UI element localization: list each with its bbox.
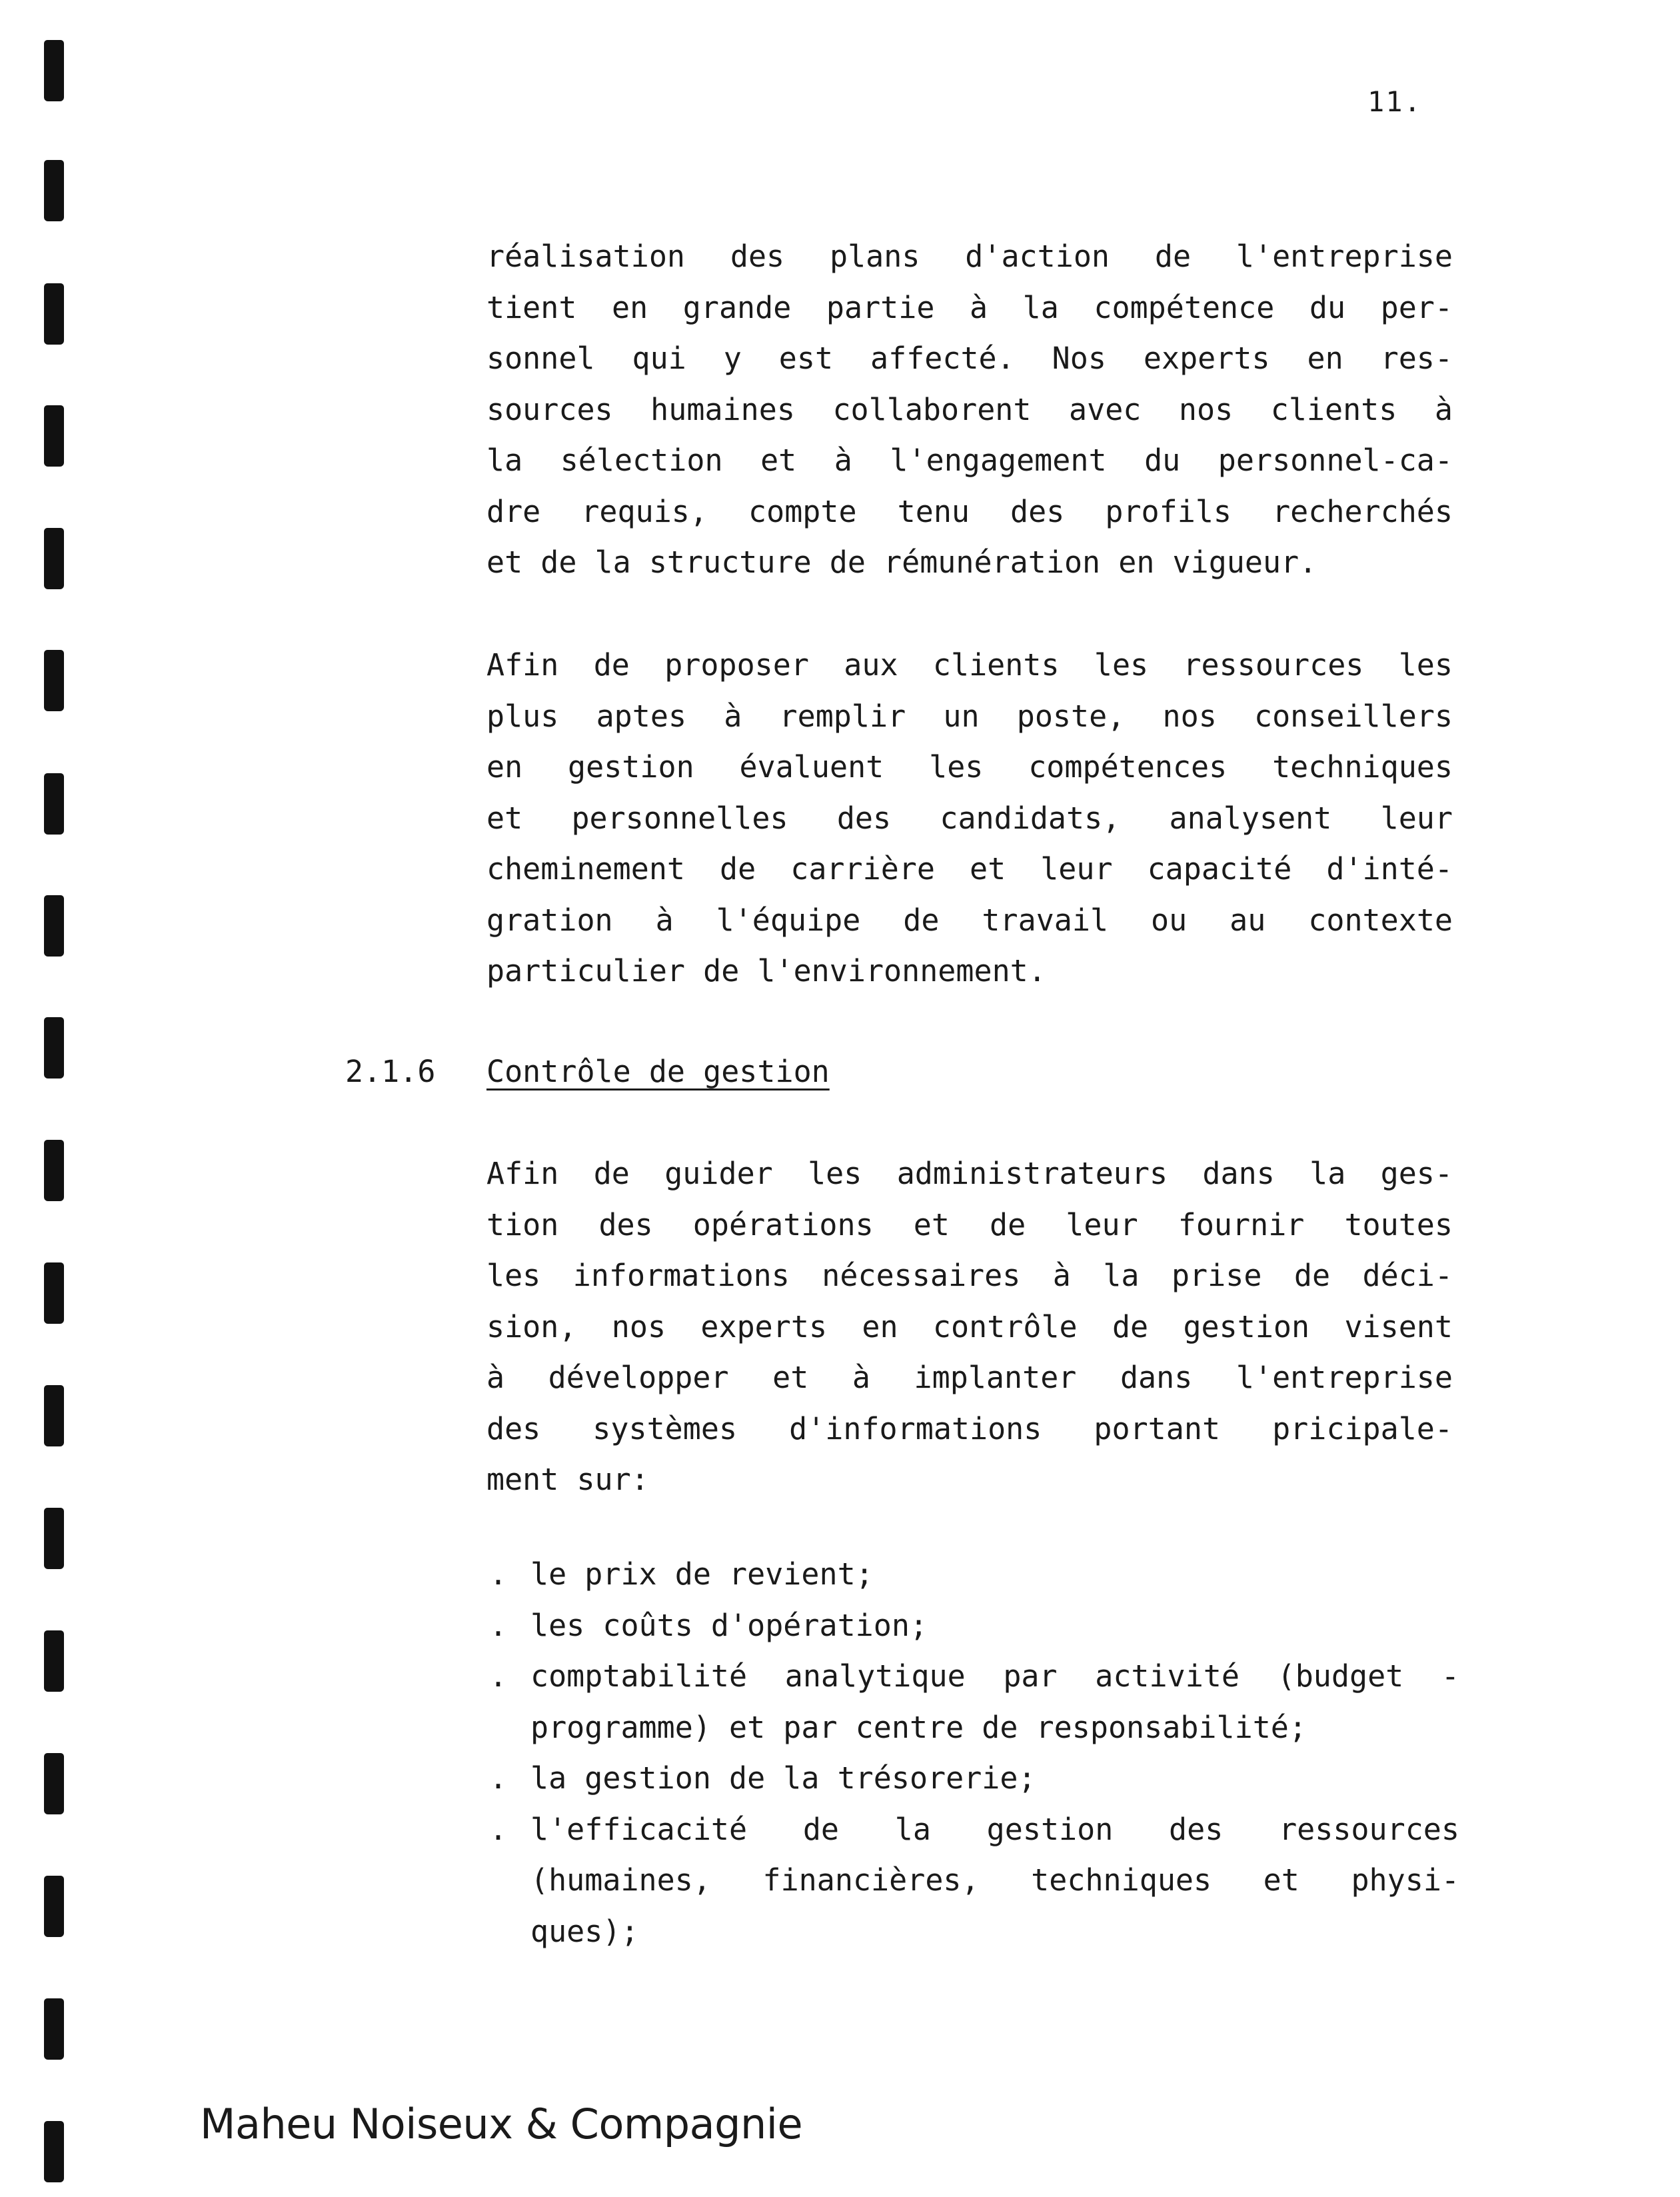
bullet-marker: . <box>489 1556 508 1592</box>
text-line: (humaines, financières, techniques et physi- <box>530 1862 1459 1898</box>
binding-hole <box>44 2121 64 2182</box>
bullet-marker: . <box>489 1760 508 1796</box>
text-line: gration à l'équipe de travail ou au contexte <box>486 902 1453 938</box>
text-line: à développer et à implanter dans l'entreprise <box>486 1360 1453 1395</box>
binding-hole <box>44 405 64 467</box>
text-line: des systèmes d'informations portant pricipale- <box>486 1410 1453 1446</box>
text-line: tion des opérations et de leur fournir toutes <box>486 1206 1453 1242</box>
binding-hole <box>44 1876 64 1937</box>
text-line: sonnel qui y est affecté. Nos experts en res- <box>486 341 1453 376</box>
binding-hole <box>44 773 64 835</box>
binding-hole <box>44 1508 64 1569</box>
binding-hole <box>44 1262 64 1324</box>
text-line: ques); <box>530 1913 639 1949</box>
text-line: dre requis, compte tenu des profils recherchés <box>486 493 1453 529</box>
list-item <box>486 1600 1459 1652</box>
text-line: plus aptes à remplir un poste, nos conseillers <box>486 698 1453 734</box>
text-line: l'efficacité de la gestion des ressources <box>530 1811 1459 1847</box>
list-item <box>486 1549 1459 1600</box>
binding-holes <box>39 40 65 2197</box>
text-line: les informations nécessaires à la prise de déci- <box>486 1258 1453 1293</box>
paragraph-candidate-evaluation <box>486 640 1453 997</box>
bullet-marker: . <box>489 1658 508 1694</box>
binding-hole <box>44 650 64 711</box>
text-line: Afin de proposer aux clients les ressources les <box>486 647 1453 683</box>
text-line: tient en grande partie à la compétence du per- <box>486 289 1453 325</box>
text-line: et personnelles des candidats, analysent leur <box>486 800 1453 836</box>
list-item <box>486 1804 1459 1958</box>
section-title: Contrôle de gestion <box>486 1054 830 1089</box>
text-line: Afin de guider les administrateurs dans la ges- <box>486 1156 1453 1191</box>
text-line: ment sur: <box>486 1462 649 1497</box>
text-line: la gestion de la trésorerie; <box>530 1760 1036 1796</box>
text-line: et de la structure de rémunération en vigueur. <box>486 545 1317 580</box>
list-item <box>486 1651 1459 1753</box>
page-number: 11. <box>1367 85 1422 118</box>
binding-hole <box>44 1998 64 2060</box>
text-line: particulier de l'environnement. <box>486 953 1046 989</box>
text-line: comptabilité analytique par activité (budget - <box>530 1658 1459 1694</box>
binding-hole <box>44 1753 64 1814</box>
binding-hole <box>44 1140 64 1201</box>
company-footer: Maheu Noiseux & Compagnie <box>200 2100 803 2148</box>
binding-hole <box>44 160 64 221</box>
text-line: la sélection et à l'engagement du personnel-ca- <box>486 443 1453 478</box>
bullet-marker: . <box>489 1607 508 1643</box>
binding-hole <box>44 283 64 345</box>
list-item <box>486 1753 1459 1804</box>
binding-hole <box>44 1630 64 1692</box>
binding-hole <box>44 528 64 589</box>
text-line: les coûts d'opération; <box>530 1607 928 1643</box>
paragraph-human-resources <box>486 231 1453 589</box>
text-line: sources humaines collaborent avec nos clients à <box>486 391 1453 427</box>
binding-hole <box>44 1017 64 1079</box>
binding-hole <box>44 895 64 957</box>
text-line: cheminement de carrière et leur capacité d'inté- <box>486 851 1453 887</box>
bullet-list <box>486 1549 1459 1957</box>
bullet-marker: . <box>489 1811 508 1847</box>
text-line: le prix de revient; <box>530 1556 874 1592</box>
text-line: programme) et par centre de responsabilité; <box>530 1709 1307 1745</box>
text-line: réalisation des plans d'action de l'entreprise <box>486 239 1453 274</box>
text-line: en gestion évaluent les compétences techniques <box>486 749 1453 785</box>
binding-hole <box>44 40 64 101</box>
text-line: sion, nos experts en contrôle de gestion visent <box>486 1308 1453 1344</box>
section-heading <box>345 1047 830 1098</box>
section-number: 2.1.6 <box>345 1054 436 1089</box>
paragraph-management-control <box>486 1148 1453 1506</box>
binding-hole <box>44 1385 64 1446</box>
